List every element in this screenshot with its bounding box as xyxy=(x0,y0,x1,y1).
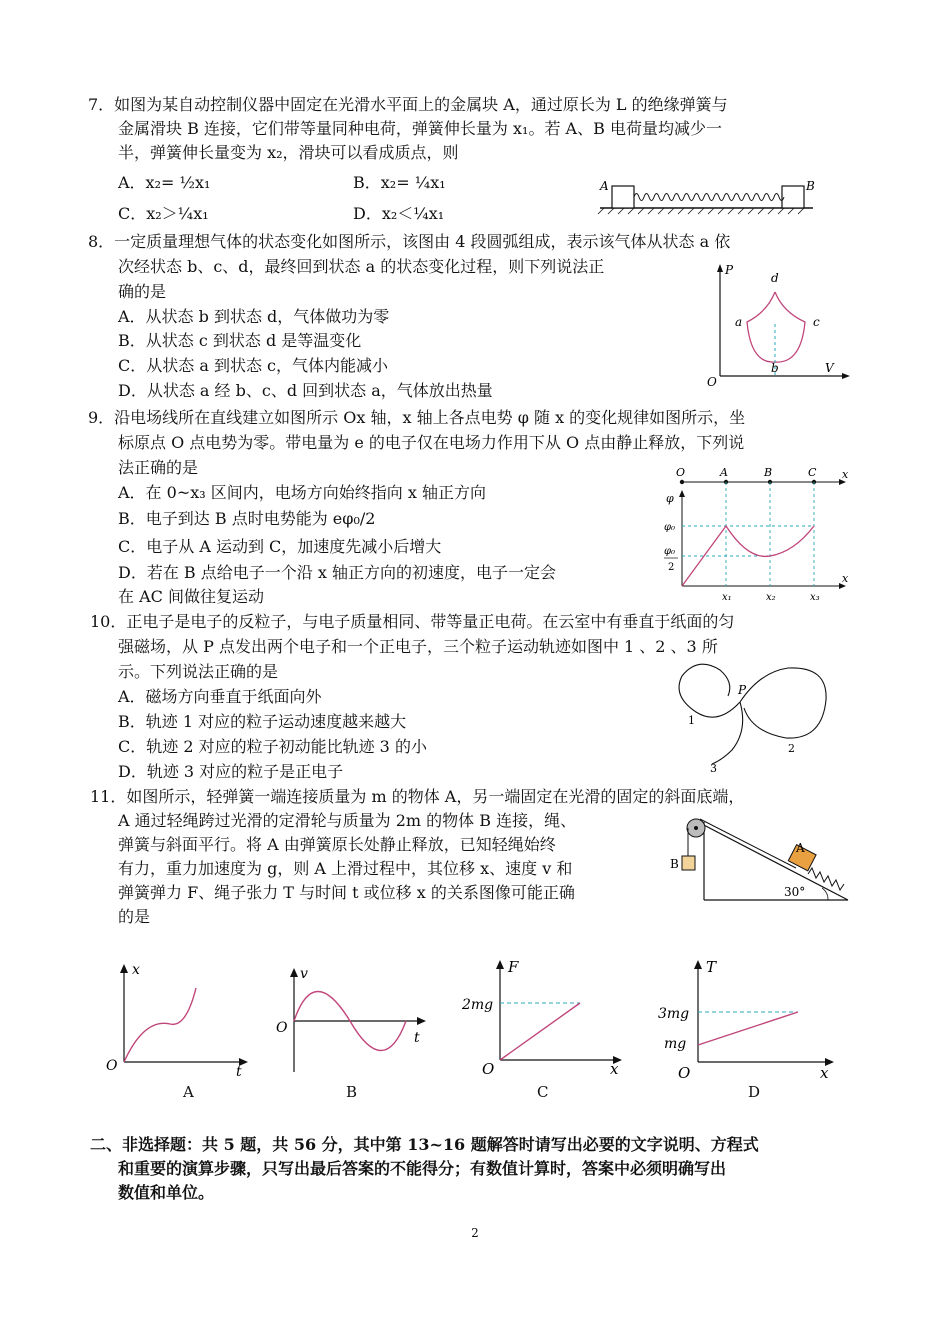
graph-c-label: C xyxy=(537,1083,549,1101)
graph-b-label: B xyxy=(346,1083,358,1101)
q9-option-d-line1: D．若在 B 点给电子一个沿 x 轴正方向的初速度，电子一定会 xyxy=(118,563,556,582)
q9-option-c: C．电子从 A 运动到 C，加速度先减小后增大 xyxy=(118,537,442,556)
state-d: d xyxy=(771,271,779,285)
q10-option-d: D．轨迹 3 对应的粒子是正电子 xyxy=(118,762,344,781)
section2-line1: 二、非选择题：共 5 题，共 56 分，其中第 13~16 题解答时请写出必要的文字说明、方程式 xyxy=(90,1135,759,1154)
point-o: O xyxy=(676,466,686,479)
tick-x2: x₂ xyxy=(766,592,776,603)
tick-half-bottom: 2 xyxy=(668,562,675,573)
point-b: B xyxy=(764,466,773,479)
q8-option-a: A．从状态 b 到状态 d，气体做功为零 xyxy=(118,307,390,326)
state-a: a xyxy=(735,315,743,329)
axis-v: V xyxy=(825,361,834,375)
graph-c-o: O xyxy=(482,1060,495,1078)
point-p: P xyxy=(738,683,747,697)
q9-potential-figure xyxy=(662,464,852,604)
spring xyxy=(634,194,784,201)
q9-line1: 9．沿电场线所在直线建立如图所示 Ox 轴，x 轴上各点电势 φ 随 x 的变化规律如图所示，坐 xyxy=(88,408,746,427)
q8-pv-figure xyxy=(705,264,855,389)
q10-option-c: C．轨迹 2 对应的粒子初动能比轨迹 3 的小 xyxy=(118,737,427,756)
graph-d-tick2: mg xyxy=(664,1036,687,1052)
graph-d-label: D xyxy=(748,1083,761,1101)
q11-line3: 弹簧与斜面平行。将 A 由弹簧原长处静止释放，已知轻绳始终 xyxy=(118,835,556,854)
graph-a-curve xyxy=(124,988,196,1062)
graph-a-o: O xyxy=(106,1058,118,1074)
graph-d-x: x xyxy=(820,1064,829,1082)
label-a: A xyxy=(796,841,805,855)
graph-d-o: O xyxy=(678,1064,691,1082)
q10-line1: 10．正电子是电子的反粒子，与电子质量相同、带等量正电荷。在云室中有垂直于纸面的匀 xyxy=(90,612,735,631)
q11-line6: 的是 xyxy=(118,907,151,926)
q7-line1: 7．如图为某自动控制仪器中固定在光滑水平面上的金属块 A，通过原长为 L 的绝缘弹簧与 xyxy=(88,95,728,114)
tick-phi0: φ₀ xyxy=(664,522,676,533)
label-b: B xyxy=(670,857,679,871)
q10-option-a: A．磁场方向垂直于纸面向外 xyxy=(118,687,322,706)
page-number: 2 xyxy=(471,1226,479,1240)
label-a: A xyxy=(600,179,609,193)
point-a: A xyxy=(720,466,728,479)
q11-graph-c xyxy=(460,954,630,1080)
q8-option-b: B．从状态 c 到状态 d 是等温变化 xyxy=(118,331,362,350)
state-b: b xyxy=(771,361,779,375)
section2-line3: 数值和单位。 xyxy=(118,1183,215,1202)
q9-option-b: B．电子到达 B 点时电势能为 eφ₀/2 xyxy=(118,509,376,528)
section2-line2: 和重要的演算步骤，只写出最后答案的不能得分；有数值计算时，答案中必须明确写出 xyxy=(118,1159,727,1178)
label-b: B xyxy=(806,179,815,193)
axis-x-top: x xyxy=(842,468,849,481)
graph-d-tick1: 3mg xyxy=(658,1006,690,1022)
angle-label: 30° xyxy=(784,885,806,899)
tick-x1: x₁ xyxy=(722,592,732,603)
block-b xyxy=(782,186,804,208)
q9-option-d-line2: 在 AC 间做往复运动 xyxy=(118,587,264,606)
graph-d-y: T xyxy=(706,958,717,976)
label-track-1: 1 xyxy=(688,714,695,727)
graph-b-x: t xyxy=(414,1030,420,1046)
origin: O xyxy=(707,375,717,389)
q7-option-d: D．x₂＜¼x₁ xyxy=(353,204,445,223)
axis-phi: φ xyxy=(666,492,674,505)
axis-p: P xyxy=(725,263,734,277)
graph-b-y: v xyxy=(300,966,308,982)
q8-option-c: C．从状态 a 到状态 c，气体内能减小 xyxy=(118,356,389,375)
graph-b-o: O xyxy=(276,1020,288,1036)
q7-option-a: A．x₂= ½x₁ xyxy=(118,173,211,192)
q9-option-a: A．在 0~x₃ 区间内，电场方向始终指向 x 轴正方向 xyxy=(118,483,486,502)
tick-x3: x₃ xyxy=(810,592,820,603)
q8-line3: 确的是 xyxy=(118,282,167,301)
q10-option-b: B．轨迹 1 对应的粒子运动速度越来越大 xyxy=(118,712,407,731)
tick-half-top: φ₀ xyxy=(664,546,676,557)
label-track-3: 3 xyxy=(710,762,717,775)
q11-incline-figure xyxy=(668,812,858,904)
q11-graph-d xyxy=(656,954,846,1082)
q9-line3: 法正确的是 xyxy=(118,458,199,477)
graph-a-y: x xyxy=(132,962,140,978)
q11-graph-b xyxy=(272,962,432,1082)
q11-line1: 11．如图所示，轻弹簧一端连接质量为 m 的物体 A，另一端固定在光滑的固定的斜面底端， xyxy=(90,787,745,806)
q11-graph-a xyxy=(104,958,254,1078)
track-1 xyxy=(679,664,740,717)
state-c: c xyxy=(813,315,820,329)
q10-line3: 示。下列说法正确的是 xyxy=(118,662,279,681)
q7-option-c: C．x₂＞¼x₁ xyxy=(118,204,209,223)
q11-line5: 弹簧弹力 F、绳子张力 T 与时间 t 或位移 x 的关系图像可能正确 xyxy=(118,883,575,902)
graph-c-tick: 2mg xyxy=(462,997,494,1013)
q10-track-figure xyxy=(668,660,838,775)
axis-x-bottom: x xyxy=(842,572,849,585)
q11-line4: 有力，重力加速度为 g，则 A 上滑过程中，其位移 x、速度 v 和 xyxy=(118,859,573,878)
q7-spring-figure xyxy=(598,178,818,214)
graph-c-line xyxy=(500,1003,580,1060)
q8-line2: 次经状态 b、c、d，最终回到状态 a 的状态变化过程，则下列说法正 xyxy=(118,257,605,276)
track-2 xyxy=(740,668,826,738)
graph-c-y: F xyxy=(508,958,519,976)
block-b xyxy=(682,856,695,870)
q9-line2: 标原点 O 点电势为零。带电量为 e 的电子仅在电场力作用下从 O 点由静止释放，下列说 xyxy=(118,433,745,452)
q7-line2: 金属滑块 B 连接，它们带等量同种电荷，弹簧伸长量为 x₁。若 A、B 电荷量均减少一 xyxy=(118,119,722,138)
q8-option-d: D．从状态 a 经 b、c、d 回到状态 a，气体放出热量 xyxy=(118,381,493,400)
track-3 xyxy=(712,702,743,764)
q11-line2: A 通过轻绳跨过光滑的定滑轮与质量为 2m 的物体 B 连接，绳、 xyxy=(118,811,577,830)
block-a xyxy=(612,186,634,208)
q7-option-b: B．x₂= ¼x₁ xyxy=(353,173,446,192)
spring xyxy=(808,868,844,890)
graph-d-line xyxy=(698,1012,798,1045)
cycle-curve xyxy=(747,292,805,362)
label-track-2: 2 xyxy=(788,742,795,755)
q8-line1: 8．一定质量理想气体的状态变化如图所示，该图由 4 段圆弧组成，表示该气体从状态 a 依 xyxy=(88,232,731,251)
graph-a-x: t xyxy=(236,1064,242,1080)
point-c: C xyxy=(808,466,817,479)
graph-c-x: x xyxy=(610,1060,619,1078)
q7-line3: 半，弹簧伸长量变为 x₂，滑块可以看成质点，则 xyxy=(118,143,459,162)
graph-a-label: A xyxy=(183,1083,194,1101)
q10-line2: 强磁场，从 P 点发出两个电子和一个正电子，三个粒子运动轨迹如图中 1 、2 、3 所 xyxy=(118,637,718,656)
